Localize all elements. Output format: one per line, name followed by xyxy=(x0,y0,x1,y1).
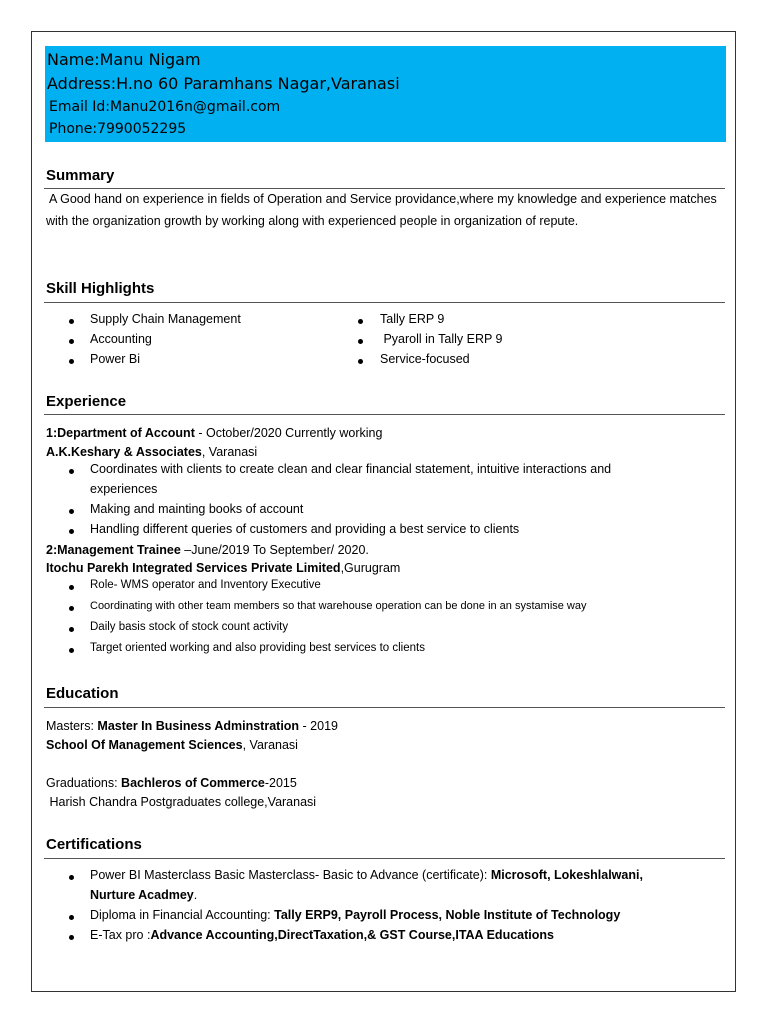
bullet-dot xyxy=(358,339,363,344)
bullet-dot xyxy=(69,469,74,474)
cert1-end: . xyxy=(193,888,198,902)
masters-location: , Varanasi xyxy=(242,738,298,752)
skill-item: Pyaroll in Tally ERP 9 xyxy=(380,332,503,346)
bullet-dot xyxy=(69,529,74,534)
summary-heading: Summary xyxy=(46,167,115,184)
job1-bullet-cont: experiences xyxy=(90,482,158,496)
summary-text: A Good hand on experience in fields of Operation and Service providance,where my knowledge and experience matches with the organization growth by working along with experienced people in organization of repute. xyxy=(46,192,717,228)
phone-line: Phone:7990052295 xyxy=(49,121,187,137)
grad-school-line: Harish Chandra Postgraduates college,Varanasi xyxy=(46,795,317,809)
grad-degree: Bachleros of Commerce xyxy=(121,776,265,790)
masters-school-line xyxy=(46,734,298,756)
name-line: Name:Manu Nigam xyxy=(47,50,201,69)
cert1-issuer: Microsoft, Lokeshlalwani, xyxy=(490,868,643,882)
cert2-issuer: Tally ERP9, Payroll Process, Noble Institute of Technology xyxy=(274,908,621,922)
certifications-divider xyxy=(44,858,725,859)
cert1-text: Power BI Masterclass Basic Masterclass- Basic to Advance (certificate): xyxy=(90,868,491,882)
bullet-dot xyxy=(69,359,74,364)
masters-label: Masters: xyxy=(46,719,98,733)
masters-degree: Master In Business Adminstration xyxy=(97,719,300,733)
bullet-dot xyxy=(69,875,74,880)
job2-bullet: Daily basis stock of stock count activity xyxy=(90,621,289,633)
cert3-issuer: Advance Accounting,DirectTaxation,& GST Course,ITAA Educations xyxy=(150,928,554,942)
certification-item xyxy=(90,868,643,882)
masters-year: - 2019 xyxy=(299,719,338,733)
job2-bullet: Target oriented working and also providing best services to clients xyxy=(90,642,425,654)
certifications-heading: Certifications xyxy=(46,836,142,853)
bullet-dot xyxy=(69,915,74,920)
bullet-dot xyxy=(69,606,74,611)
email-line: Email Id:Manu2016n@gmail.com xyxy=(49,99,281,115)
bullet-dot xyxy=(358,319,363,324)
skill-item: Supply Chain Management xyxy=(90,312,241,326)
skill-item: Power Bi xyxy=(90,352,141,366)
bullet-dot xyxy=(69,627,74,632)
bullet-dot xyxy=(69,339,74,344)
bullet-dot xyxy=(69,585,74,590)
certification-item xyxy=(90,928,554,942)
resume-page xyxy=(31,31,736,992)
job1-bullet: Coordinates with clients to create clean and clear financial statement, intuitive interactions and xyxy=(90,462,612,476)
job2-company: Itochu Parekh Integrated Services Private Limited xyxy=(46,561,341,575)
job1-role: 1:Department of Account xyxy=(46,426,195,440)
skill-item: Accounting xyxy=(90,332,152,346)
job1-location: , Varanasi xyxy=(201,445,258,459)
address-line: Address:H.no 60 Paramhans Nagar,Varanasi xyxy=(47,74,400,93)
skill-item: Tally ERP 9 xyxy=(380,312,445,326)
certification-item-cont xyxy=(90,888,197,902)
cert1-issuer-cont: Nurture Acadmey xyxy=(90,888,194,902)
cert2-text: Diploma in Financial Accounting: xyxy=(90,908,275,922)
bullet-dot xyxy=(69,319,74,324)
job1-company: A.K.Keshary & Associates xyxy=(46,445,202,459)
grad-label: Graduations: xyxy=(46,776,122,790)
job2-location: ,Gurugram xyxy=(340,561,401,575)
cert3-text: E-Tax pro : xyxy=(90,928,151,942)
experience-heading: Experience xyxy=(46,393,127,410)
job2-company-line xyxy=(46,557,400,579)
education-heading: Education xyxy=(46,685,119,702)
job2-role: 2:Management Trainee xyxy=(46,543,181,557)
job2-period: –June/2019 To September/ 2020. xyxy=(180,543,369,557)
skills-heading: Skill Highlights xyxy=(46,280,155,297)
bullet-dot xyxy=(69,648,74,653)
job1-bullet: Handling different queries of customers and providing a best service to clients xyxy=(90,522,520,536)
job2-bullet: Role- WMS operator and Inventory Executive xyxy=(90,579,321,591)
skill-item: Service-focused xyxy=(380,352,470,366)
bullet-dot xyxy=(358,359,363,364)
grad-year: -2015 xyxy=(264,776,297,790)
bullet-dot xyxy=(69,935,74,940)
job1-company-line xyxy=(46,441,257,463)
job1-period: - October/2020 Currently working xyxy=(194,426,383,440)
skills-divider xyxy=(44,302,725,303)
experience-divider xyxy=(44,414,725,415)
certification-item xyxy=(90,908,620,922)
job2-bullet: Coordinating with other team members so that warehouse operation can be done in an systamise way xyxy=(90,600,587,612)
job1-bullet: Making and mainting books of account xyxy=(90,502,304,516)
bullet-dot xyxy=(69,509,74,514)
education-divider xyxy=(44,707,725,708)
contact-header xyxy=(45,46,726,142)
masters-school: School Of Management Sciences xyxy=(46,738,243,752)
